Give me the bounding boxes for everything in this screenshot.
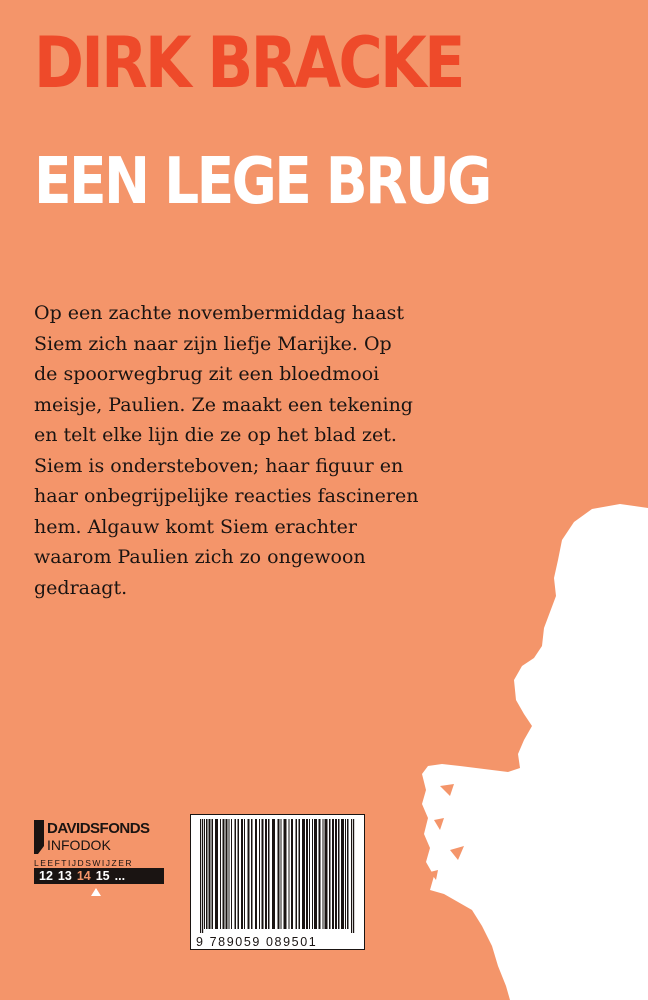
barcode-bar (345, 819, 346, 929)
barcode-bar (338, 819, 340, 929)
publisher-logo (34, 818, 184, 858)
barcode-bars (198, 819, 358, 933)
book-title: EEN LEGE BRUG (34, 145, 490, 219)
age-guide-label: LEEFTIJDSWIJZER (34, 858, 134, 868)
blurb-text (34, 298, 419, 603)
age-14-selected: 14 (76, 869, 91, 883)
blurb-line: meisje, Paulien. Ze maakt een tekening (34, 393, 413, 416)
barcode-bar (231, 819, 232, 929)
white-paint-shape (420, 500, 648, 1000)
barcode-guard-bar (351, 819, 352, 933)
age-more: ... (114, 869, 126, 883)
barcode-bar (248, 819, 250, 929)
age-selected-marker-icon (91, 888, 101, 896)
barcode-bar (291, 819, 293, 929)
barcode-bar (302, 819, 305, 929)
barcode-bar (226, 819, 228, 929)
barcode-bar (235, 819, 237, 929)
barcode-bar (212, 819, 214, 929)
barcode-bar (289, 819, 290, 929)
barcode-bar (262, 819, 264, 929)
barcode-bar (335, 819, 337, 929)
barcode-guard-bar (353, 819, 354, 933)
barcode-bar (299, 819, 301, 929)
barcode-bar (272, 819, 275, 929)
publisher-imprint: INFODOK (47, 837, 111, 853)
barcode-bar (309, 819, 310, 929)
barcode-bar (325, 819, 328, 929)
author-name: DIRK BRACKE (34, 22, 463, 104)
barcode-guard-bar (202, 819, 203, 933)
blurb-line: haar onbegrijpelijke reacties fascineren (34, 485, 419, 507)
barcode-bar (229, 819, 230, 929)
davidsfonds-logo-icon (34, 820, 44, 854)
barcode-bar (278, 819, 280, 929)
barcode-bar (312, 819, 313, 929)
barcode-bar (204, 819, 205, 929)
barcode-bar (323, 819, 324, 929)
blurb-line: Op een zachte novembermiddag haast (34, 302, 405, 324)
age-15: 15 (95, 869, 110, 883)
barcode-bar (223, 819, 225, 929)
blurb-line: de spoorwegbrug zit een bloedmooi (34, 363, 380, 385)
age-12: 12 (39, 869, 53, 883)
barcode-bar (319, 819, 321, 929)
barcode-bar (241, 819, 243, 929)
barcode-bar (268, 819, 270, 929)
barcode-bar (251, 819, 253, 929)
blurb-line: hem. Algauw komt Siem erachter (34, 515, 357, 538)
barcode-bar (220, 819, 221, 929)
blurb-line: waarom Paulien zich zo ongewoon (34, 546, 366, 568)
barcode-bar (215, 819, 218, 929)
barcode-bar (347, 819, 349, 929)
barcode-bar (284, 819, 287, 929)
age-13: 13 (57, 869, 72, 883)
barcode-guard-bar (200, 819, 201, 933)
barcode-bar (259, 819, 260, 929)
barcode-bar (206, 819, 208, 929)
blurb-line: gedraagt. (34, 576, 128, 599)
barcode-bar (265, 819, 267, 929)
blurb-line: Siem is ondersteboven; haar figuur en (34, 454, 404, 477)
blurb-line: Siem zich naar zijn liefje Marijke. Op (34, 332, 392, 355)
barcode-bar (332, 819, 334, 929)
barcode-bar (238, 819, 240, 929)
age-guide-bar (34, 868, 164, 884)
barcode-bar (341, 819, 344, 929)
barcode-bar (244, 819, 245, 929)
barcode-bar (281, 819, 282, 929)
barcode-bar (255, 819, 257, 929)
barcode-bar (306, 819, 308, 929)
publisher-name: DAVIDSFONDS (47, 820, 150, 837)
barcode-bar (329, 819, 331, 929)
barcode-bar (296, 819, 298, 929)
barcode-bar (209, 819, 211, 929)
isbn-number: 9 789059 089501 (196, 935, 318, 949)
blurb-line: en telt elke lijn die ze op het blad zet. (34, 424, 397, 446)
barcode-bar (314, 819, 317, 929)
barcode (190, 814, 365, 950)
